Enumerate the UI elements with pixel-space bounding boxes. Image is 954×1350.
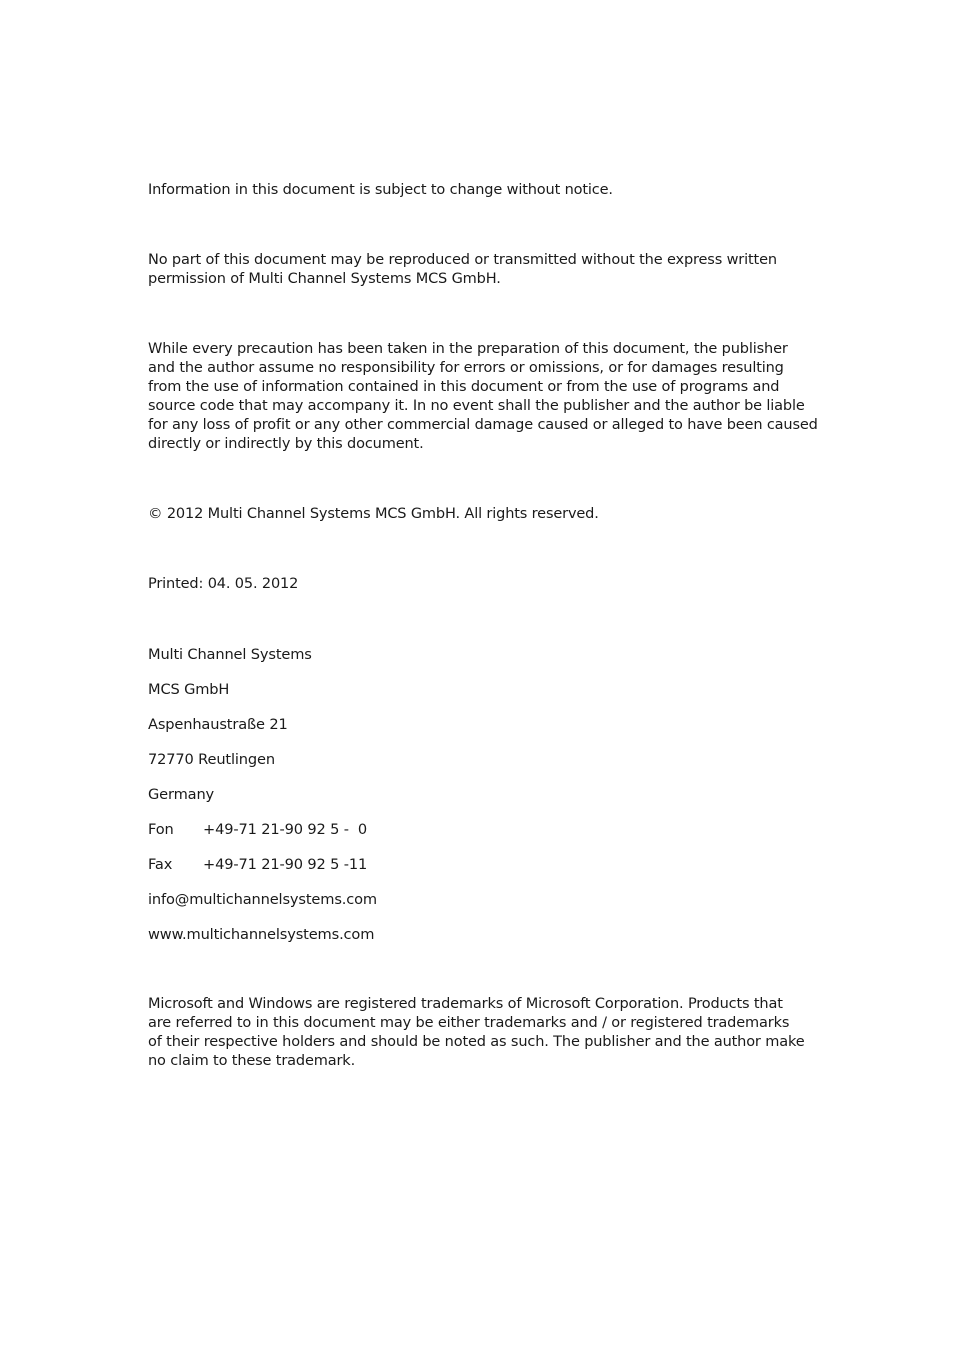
- trademark-line: no claim to these trademark.: [148, 1053, 356, 1069]
- disclaimer-line: and the author assume no responsibility for errors or omissions, or for damages resulting: [148, 360, 784, 376]
- reproduction-notice: [148, 251, 858, 289]
- phone-label: Fon: [148, 821, 174, 838]
- copyright-notice: [148, 505, 858, 524]
- phone-row: [148, 820, 367, 839]
- trademark-line: Microsoft and Windows are registered trademarks of Microsoft Corporation. Products that: [148, 996, 783, 1012]
- company-legal-name: MCS GmbH: [148, 681, 230, 698]
- website-address: [148, 925, 374, 944]
- reproduction-line: No part of this document may be reproduced or transmitted without the express written: [148, 252, 777, 268]
- fax-number: +49-71 21-90 92 5 -11: [203, 856, 368, 873]
- website-link[interactable]: www.multichannelsystems.com: [148, 926, 375, 943]
- document-page: [148, 0, 858, 1350]
- email-address: [148, 890, 377, 909]
- change-notice: [148, 181, 858, 200]
- phone-number: +49-71 21-90 92 5 - 0: [203, 821, 367, 838]
- country: Germany: [148, 786, 215, 803]
- trademark-line: of their respective holders and should be noted as such. The publisher and the author make: [148, 1034, 805, 1050]
- trademark-notice: [148, 995, 858, 1071]
- email-link[interactable]: info@multichannelsystems.com: [148, 891, 377, 908]
- disclaimer-line: While every precaution has been taken in the preparation of this document, the publisher: [148, 341, 788, 357]
- trademark-line: are referred to in this document may be either trademarks and / or registered trademarks: [148, 1015, 790, 1031]
- change-notice-text: Information in this document is subject to change without notice.: [148, 182, 613, 198]
- disclaimer-line: from the use of information contained in this document or from the use of programs and: [148, 379, 780, 395]
- company-name: Multi Channel Systems: [148, 646, 312, 663]
- reproduction-line: permission of Multi Channel Systems MCS GmbH.: [148, 271, 501, 287]
- disclaimer-line: source code that may accompany it. In no event shall the publisher and the author be liable: [148, 398, 805, 414]
- print-date: [148, 575, 858, 594]
- fax-label: Fax: [148, 856, 173, 873]
- liability-disclaimer: [148, 340, 858, 454]
- disclaimer-line: directly or indirectly by this document.: [148, 436, 424, 452]
- disclaimer-line: for any loss of profit or any other commercial damage caused or alleged to have been caused: [148, 417, 818, 433]
- fax-row: [148, 855, 367, 874]
- print-date-text: Printed: 04. 05. 2012: [148, 576, 299, 592]
- street-address: Aspenhaustraße 21: [148, 716, 288, 733]
- city-postal: 72770 Reutlingen: [148, 751, 275, 768]
- copyright-text: © 2012 Multi Channel Systems MCS GmbH. All rights reserved.: [148, 506, 599, 522]
